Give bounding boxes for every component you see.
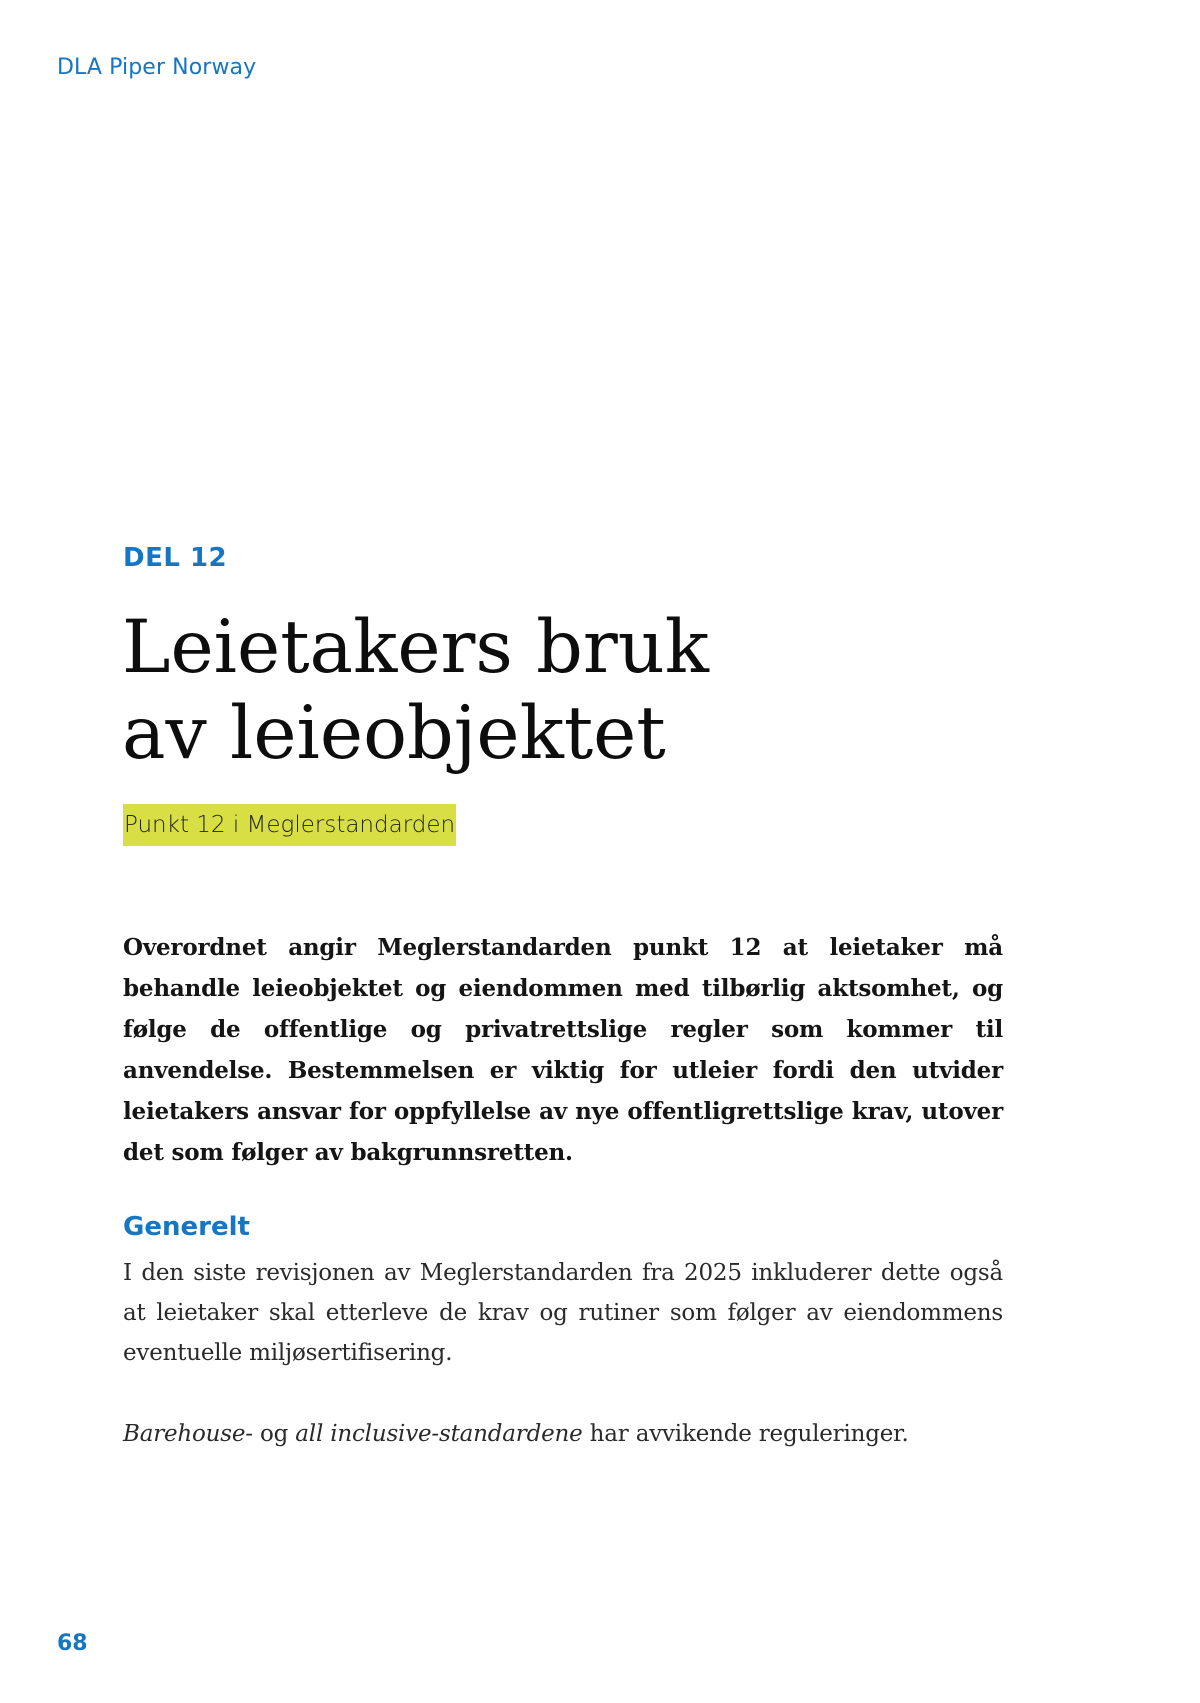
note-ending: har avvikende reguleringer. bbox=[582, 1421, 909, 1447]
general-heading: Generelt bbox=[123, 1212, 250, 1242]
page-title-line-2: av leieobjektet bbox=[122, 691, 666, 776]
note-italic-barehouse: Barehouse- bbox=[123, 1421, 253, 1447]
note-italic-all-inclusive: all inclusive-standardene bbox=[295, 1421, 583, 1447]
intro-paragraph: Overordnet angir Meglerstandarden punkt 12 at leietaker må behandle leieobjektet og eiendommen med tilbørlig aktsomhet, og følge de offentlige og privatrettslige regler som kommer til anvendelse. Bestemmelsen er viktig for utleier fordi den utvider leietakers ansvar for oppfyllelse av nye offentligrettslige krav, utover det som følger av bakgrunnsretten. bbox=[123, 934, 1003, 1166]
subtitle-container bbox=[123, 804, 456, 846]
page-number: 68 bbox=[57, 1631, 88, 1656]
highlighted-subtitle: Punkt 12 i Meglerstandarden bbox=[123, 804, 456, 846]
page-title bbox=[122, 605, 1022, 777]
general-paragraph: I den siste revisjonen av Meglerstandarden fra 2025 inkluderer dette også at leietaker skal etterleve de krav og rutiner som følger av eiendommens eventuelle miljøsertifisering. bbox=[123, 1260, 1003, 1366]
note-connector: og bbox=[252, 1421, 296, 1447]
note-paragraph bbox=[123, 1414, 1003, 1454]
section-label: DEL 12 bbox=[123, 543, 228, 573]
document-header: DLA Piper Norway bbox=[57, 55, 257, 80]
page-title-line-1: Leietakers bruk bbox=[122, 605, 709, 690]
